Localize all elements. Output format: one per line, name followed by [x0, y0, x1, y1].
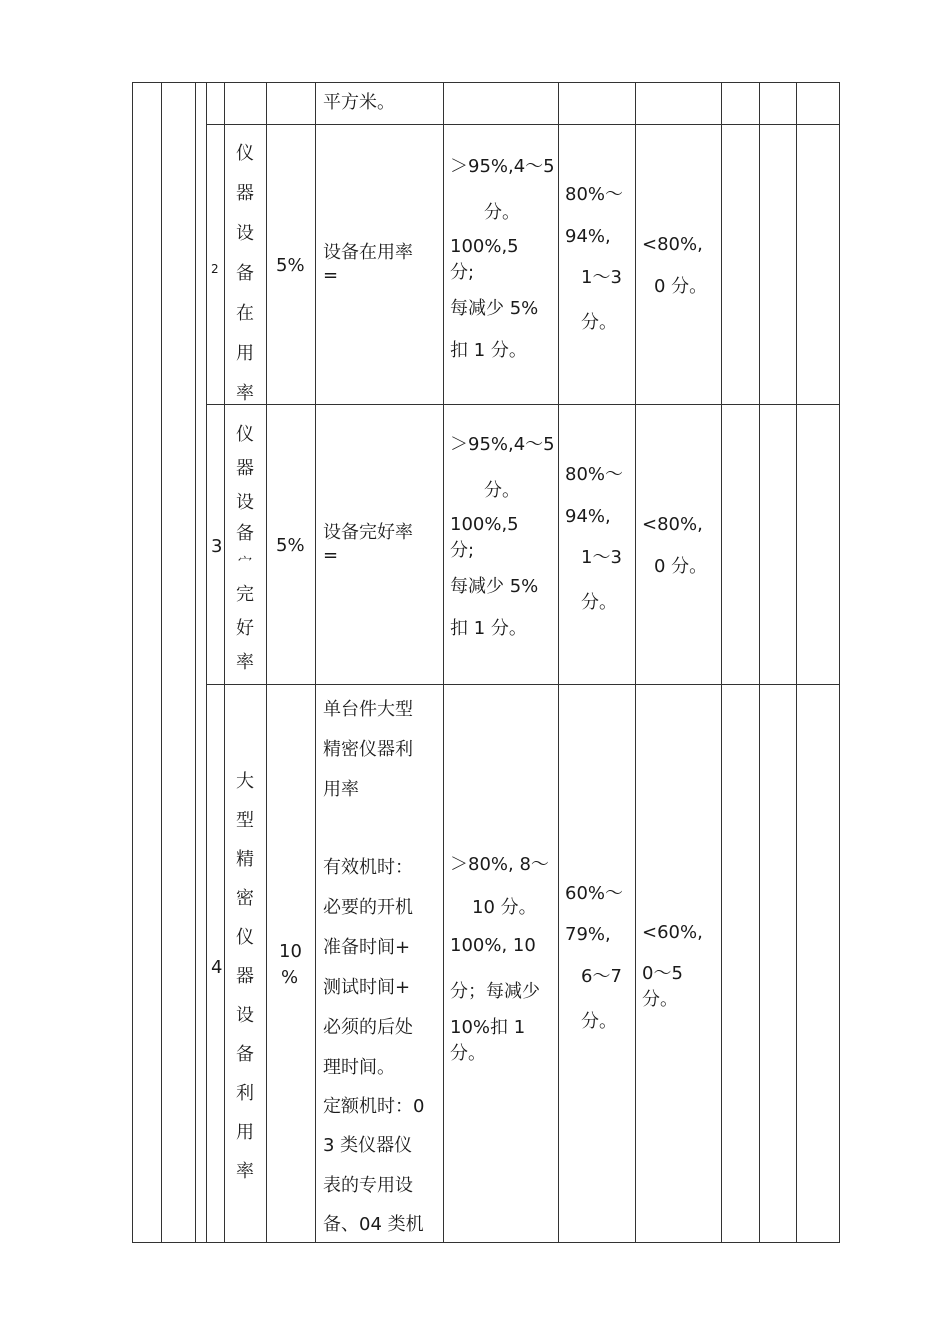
row-number: 3 [211, 536, 223, 557]
excellent-line: ＞80%, 8～ [450, 854, 549, 875]
excellent-line: 10%扣 1 [450, 1017, 526, 1038]
good-line: 94%, [565, 226, 611, 247]
poor-line: 0～5 [642, 963, 683, 984]
criterion-line: = [323, 265, 339, 286]
row-line-bottom [132, 1242, 840, 1243]
col-line-1 [161, 82, 162, 1243]
col-line-9 [635, 82, 636, 1243]
row-line-top [132, 82, 840, 83]
row-line-3 [206, 684, 840, 685]
col-line-3 [206, 82, 207, 1243]
criterion-line: 单台件大型 [323, 699, 413, 720]
item-name: 仪器设备在用率 [236, 143, 254, 404]
good-line: 分。 [581, 312, 617, 333]
criterion-line: 设备在用率 [323, 242, 413, 263]
criterion-line: 精密仪器利 [323, 739, 413, 760]
criterion-line: 定额机时：0 [323, 1096, 425, 1117]
excellent-line: 分; [450, 262, 475, 283]
excellent-line: 分; [450, 540, 475, 561]
weight: 5% [276, 535, 305, 556]
item-name: 大型精密仪器设备利用率 [236, 771, 254, 1182]
criterion-line: 准备时间+ [323, 937, 411, 958]
col-line-5 [266, 82, 267, 1243]
criterion-line: 必须的后处 [323, 1017, 413, 1038]
weight-percent: % [281, 967, 299, 988]
col-line-8 [558, 82, 559, 1243]
col-line-6 [315, 82, 316, 1243]
item-name: 仪 器 设 备 宀 完 好 率 [233, 418, 257, 680]
criterion-line: 测试时间+ [323, 977, 411, 998]
criterion-line: 设备完好率 [323, 522, 413, 543]
excellent-line: 100%, 10 [450, 935, 536, 956]
good-line: 分。 [581, 592, 617, 613]
good-line: 1～3 [581, 547, 622, 568]
good-line: 94%, [565, 506, 611, 527]
col-line-12 [796, 82, 797, 1243]
row-number: 2 [211, 262, 219, 276]
criterion-line: 表的专用设 [323, 1175, 413, 1196]
col-line-2 [195, 82, 196, 1243]
stray-glyph: 宀 [238, 555, 252, 571]
poor-line: <80%, [642, 234, 703, 255]
excellent-line: 分。 [484, 202, 520, 223]
excellent-line: 10 分。 [472, 897, 537, 918]
col-line-10 [721, 82, 722, 1243]
excellent-line: 分；每减少 [450, 981, 540, 1002]
good-line: 80%～ [565, 464, 624, 485]
criterion-tail: 平方米。 [323, 92, 395, 113]
excellent-line: 100%,5 [450, 236, 519, 257]
excellent-line: 每减少 5% [450, 298, 539, 319]
poor-line: 0 分。 [654, 556, 708, 577]
good-line: 6～7 [581, 966, 622, 987]
poor-line: 分。 [642, 989, 678, 1010]
poor-line: <60%, [642, 922, 703, 943]
col-line-7 [443, 82, 444, 1243]
criterion-line: 必要的开机 [323, 897, 413, 918]
excellent-line: 分。 [484, 480, 520, 501]
poor-line: <80%, [642, 514, 703, 535]
row-line-1 [206, 124, 840, 125]
row-number: 4 [211, 957, 223, 978]
excellent-line: 扣 1 分。 [450, 618, 527, 639]
weight: 5% [276, 255, 305, 276]
excellent-line: 100%,5 [450, 514, 519, 535]
excellent-line: 每减少 5% [450, 576, 539, 597]
excellent-line: 分。 [450, 1043, 486, 1064]
good-line: 80%～ [565, 184, 624, 205]
col-line-13 [839, 82, 840, 1243]
criterion-line: = [323, 545, 339, 566]
col-line-11 [759, 82, 760, 1243]
good-line: 1～3 [581, 267, 622, 288]
criterion-line: 3 类仪器仪 [323, 1135, 413, 1156]
criterion-line: 备、04 类机 [323, 1214, 424, 1235]
poor-line: 0 分。 [654, 276, 708, 297]
good-line: 79%, [565, 924, 611, 945]
col-line-4 [224, 82, 225, 1243]
excellent-line: ＞95%,4～5 [450, 434, 555, 455]
criterion-line: 用率 [323, 779, 359, 800]
weight-number: 10 [279, 941, 302, 962]
criterion-line: 理时间。 [323, 1057, 395, 1078]
good-line: 60%～ [565, 883, 624, 904]
excellent-line: 扣 1 分。 [450, 340, 527, 361]
good-line: 分。 [581, 1011, 617, 1032]
excellent-line: ＞95%,4～5 [450, 156, 555, 177]
row-line-2 [206, 404, 840, 405]
criterion-line: 有效机时： [323, 857, 413, 878]
col-line-0 [132, 82, 133, 1243]
